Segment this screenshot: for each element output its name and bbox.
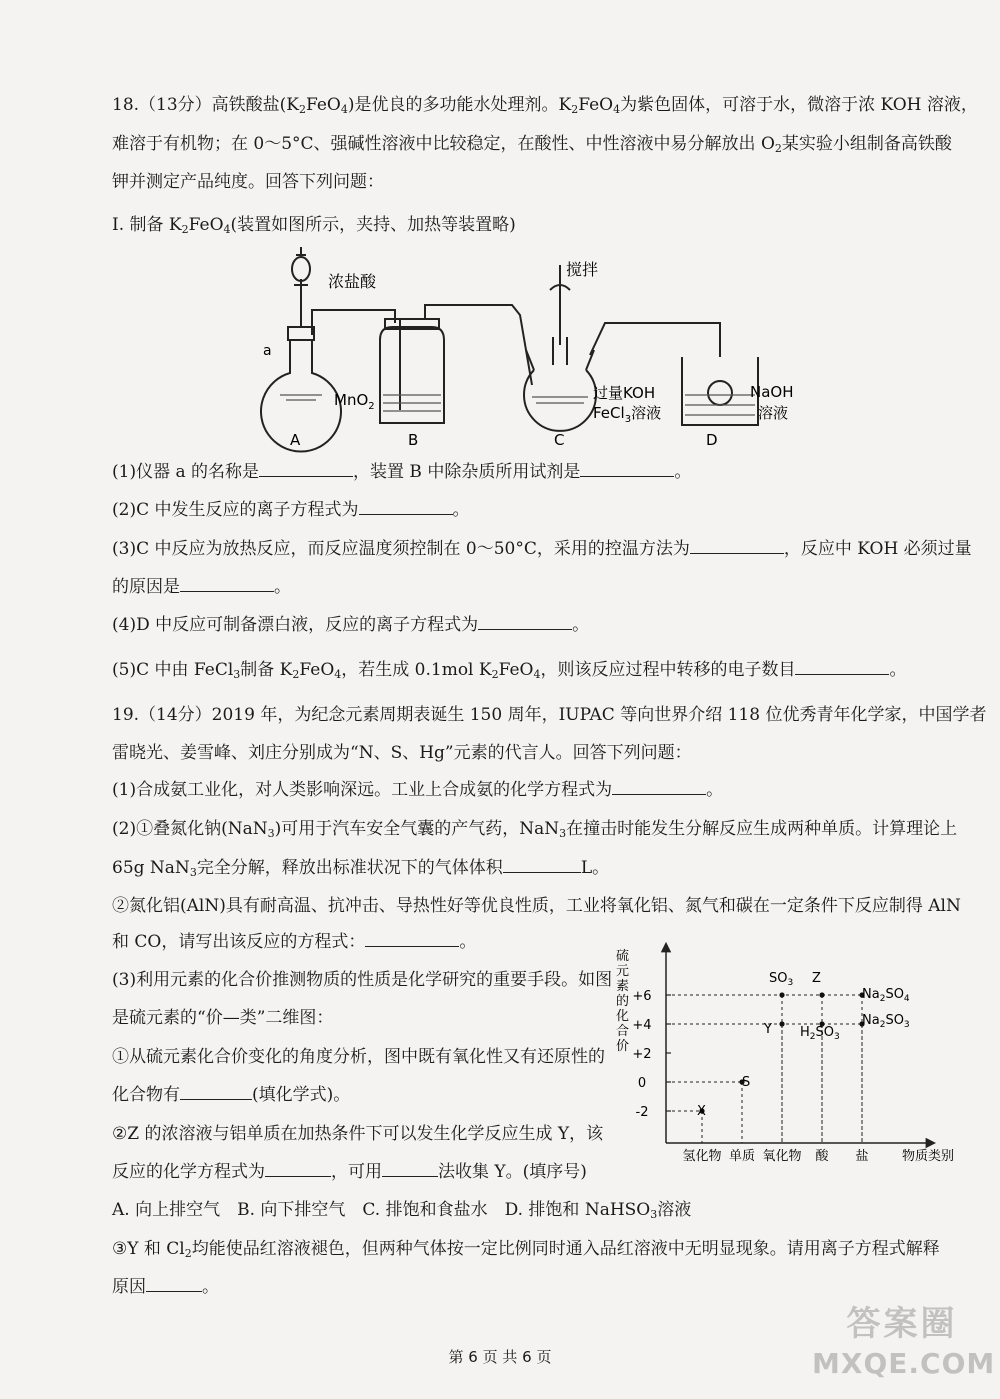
point-SO3: [779, 992, 784, 997]
q19-part-3-cont: 是硫元素的“价—类”二维图：: [112, 1008, 334, 1028]
label-mno2: MnO$_2$: [334, 391, 375, 412]
answer-blank[interactable]: [382, 1160, 438, 1177]
y-tick-label: +2: [632, 1047, 652, 1062]
dropping-funnel: [292, 257, 310, 281]
label-naoh: NaOH: [750, 383, 794, 401]
y-tick-label: +6: [632, 989, 652, 1004]
label-naoh-solution: 溶液: [758, 404, 789, 422]
label-B: B: [408, 431, 419, 449]
answer-blank[interactable]: [365, 930, 459, 947]
q18-line-3: 钾并测定产品纯度。回答下列问题：: [112, 172, 384, 192]
y-tick-label: 0: [637, 1076, 647, 1091]
tube-b-c: [425, 305, 532, 385]
answer-blank[interactable]: [259, 460, 353, 477]
q19-part-3-1-cont: 化合物有 (填化学式)。: [112, 1085, 351, 1105]
q19-line-1: 19.（14分）2019 年，为纪念元素周期表诞生 150 周年，IUPAC 等向世界介绍 118 位优秀青年化学家，中国学者: [112, 705, 987, 725]
q18-part-3-cont: 的原因是 。: [112, 577, 291, 597]
label-X: X: [697, 1104, 706, 1119]
q19-part-2-aln: ②氮化铝(AlN)具有耐高温、抗冲击、导热性好等优良性质，工业将氧化铝、氮气和碳在一定条件下反应制得 AlN: [112, 896, 961, 916]
watermark-logo: 答案圈 MXQE.COM: [812, 1304, 996, 1380]
answer-blank[interactable]: [795, 658, 889, 675]
q19-part-3-2-cont: 反应的化学方程式为 ，可用 法收集 Y。(填序号): [112, 1162, 587, 1182]
label-concentrated-hcl: 浓盐酸: [328, 272, 377, 291]
q19-part-3-1: ①从硫元素化合价变化的角度分析，图中既有氧化性又有还原性的: [112, 1047, 605, 1067]
q19-line-2: 雷晓光、姜雪峰、刘庄分别成为“N、S、Hg”元素的代言人。回答下列问题：: [112, 743, 692, 763]
liquid-d: [685, 395, 755, 415]
x-tick-label: 酸: [815, 1149, 829, 1164]
bottle-b: [380, 327, 444, 423]
y-label-char: 合: [616, 1024, 630, 1039]
q19-part-3-3: ③Y 和 $Cl_2$均能使品红溶液褪色，但两种气体按一定比例同时通入品红溶液中无明显现象。请用离子方程式解释: [112, 1239, 940, 1260]
q18-line-1: 18.（13分）高铁酸盐$(K_2FeO_4)$是优良的多功能水处理剂。$K_2FeO_4$为紫色固体，可溶于水，微溶于浓 KOH 溶液，: [112, 95, 978, 116]
label-D: D: [706, 431, 718, 449]
label-Na2SO4: $Na_2SO_4$: [862, 987, 910, 1004]
label-stir: 搅拌: [566, 260, 599, 279]
label-Na2SO3: $Na_2SO_3$: [862, 1013, 910, 1030]
answer-blank[interactable]: [180, 1083, 252, 1100]
q19-part-3-2: ②Z 的浓溶液与铝单质在加热条件下可以发生化学反应生成 Y，该: [112, 1124, 604, 1144]
sulfur-valence-chart: [612, 938, 972, 1170]
y-axis-label: [616, 949, 629, 1054]
answer-blank[interactable]: [612, 778, 706, 795]
page-footer: 第 6 页 共 6 页: [448, 1348, 552, 1366]
y-label-char: 化: [616, 1009, 630, 1024]
y-label-char: 硫: [616, 949, 630, 964]
apparatus-diagram: [250, 245, 810, 455]
y-tick-label: -2: [635, 1105, 649, 1120]
answer-blank[interactable]: [265, 1160, 331, 1177]
answer-blank[interactable]: [146, 1275, 202, 1292]
label-koh: 过量KOH: [593, 384, 656, 402]
stopper-a: [288, 327, 314, 340]
x-tick-label: 氧化物: [762, 1149, 802, 1164]
q19-part-3-3-cont: 原因 。: [112, 1277, 219, 1297]
x-tick-label: 氢化物: [682, 1149, 722, 1164]
label-H2SO3: $H_2SO_3$: [800, 1025, 840, 1042]
x-tick-label: 盐: [855, 1149, 869, 1164]
y-label-char: 的: [616, 994, 630, 1009]
liquid-a: [280, 395, 322, 400]
q18-part-4: (4)D 中反应可制备漂白液，反应的离子方程式为 。: [112, 615, 590, 635]
q19-options: A. 向上排空气 B. 向下排空气 C. 排饱和食盐水 D. 排饱和 NaHSO$_3$溶液: [112, 1200, 692, 1221]
liquid-b: [383, 395, 441, 411]
label-C: C: [554, 431, 565, 449]
x-tick-label: 单质: [728, 1149, 756, 1164]
point-Y: [779, 1021, 784, 1026]
q19-part-2-aln-cont: 和 CO，请写出该反应的方程式： 。: [112, 932, 477, 952]
flask-c: [524, 370, 596, 431]
label-S: S: [742, 1075, 751, 1090]
tube-c-d: [590, 323, 720, 357]
q18-line-2: 难溶于有机物；在 0～5°C、强碱性溶液中比较稳定，在酸性、中性溶液中易分解放出 $O_2$某实验小组制备高铁酸: [112, 134, 952, 155]
label-Z: Z: [812, 971, 821, 986]
answer-blank[interactable]: [478, 613, 572, 630]
q19-part-3: (3)利用元素的化合价推测物质的性质是化学研究的重要手段。如图: [112, 970, 613, 990]
label-fecl3: FeCl$_3$溶液: [593, 404, 662, 425]
q18-part-5: (5)C 中由 FeCl$_3$制备 $K_2FeO_4$，若生成 0.1mol $K_2FeO_4$，则该反应过程中转移的电子数目 。: [112, 660, 907, 681]
q19-part-2: (2)①叠氮化钠(NaN$_3$)可用于汽车安全气囊的产气药，NaN$_3$在撞击时能发生分解反应生成两种单质。计算理论上: [112, 819, 958, 840]
label-a: a: [263, 343, 272, 359]
answer-blank[interactable]: [580, 460, 674, 477]
x-axis-label: 物质类别: [902, 1149, 955, 1164]
y-label-char: 元: [616, 964, 630, 979]
label-A: A: [290, 431, 301, 449]
q19-part-2-cont: 65g NaN$_3$完全分解，释放出标准状况下的气体体积 L。: [112, 858, 610, 879]
label-SO3: $SO_3$: [769, 971, 794, 988]
y-label-char: 素: [616, 979, 630, 994]
q18-part-1: (1)仪器 a 的名称是 ，装置 B 中除杂质所用试剂是 。: [112, 462, 692, 482]
answer-blank[interactable]: [503, 856, 581, 873]
answer-blank[interactable]: [690, 537, 784, 554]
point-Z: [819, 992, 824, 997]
liquid-c: [532, 397, 588, 403]
q18-section-title: I. 制备 $K_2FeO_4$(装置如图所示，夹持、加热等装置略): [112, 215, 516, 236]
answer-blank[interactable]: [180, 575, 274, 592]
y-tick-label: +4: [632, 1018, 652, 1033]
label-Y: Y: [764, 1022, 772, 1037]
answer-blank[interactable]: [359, 498, 453, 515]
q18-part-2: (2)C 中发生反应的离子方程式为 。: [112, 500, 470, 520]
q19-part-1: (1)合成氨工业化，对人类影响深远。工业上合成氨的化学方程式为 。: [112, 780, 724, 800]
flask-a: [261, 340, 341, 451]
q18-part-3: (3)C 中反应为放热反应，而反应温度须控制在 0～50°C，采用的控温方法为 ，反应中 KOH 必须过量: [112, 539, 972, 559]
y-label-char: 价: [616, 1039, 630, 1054]
